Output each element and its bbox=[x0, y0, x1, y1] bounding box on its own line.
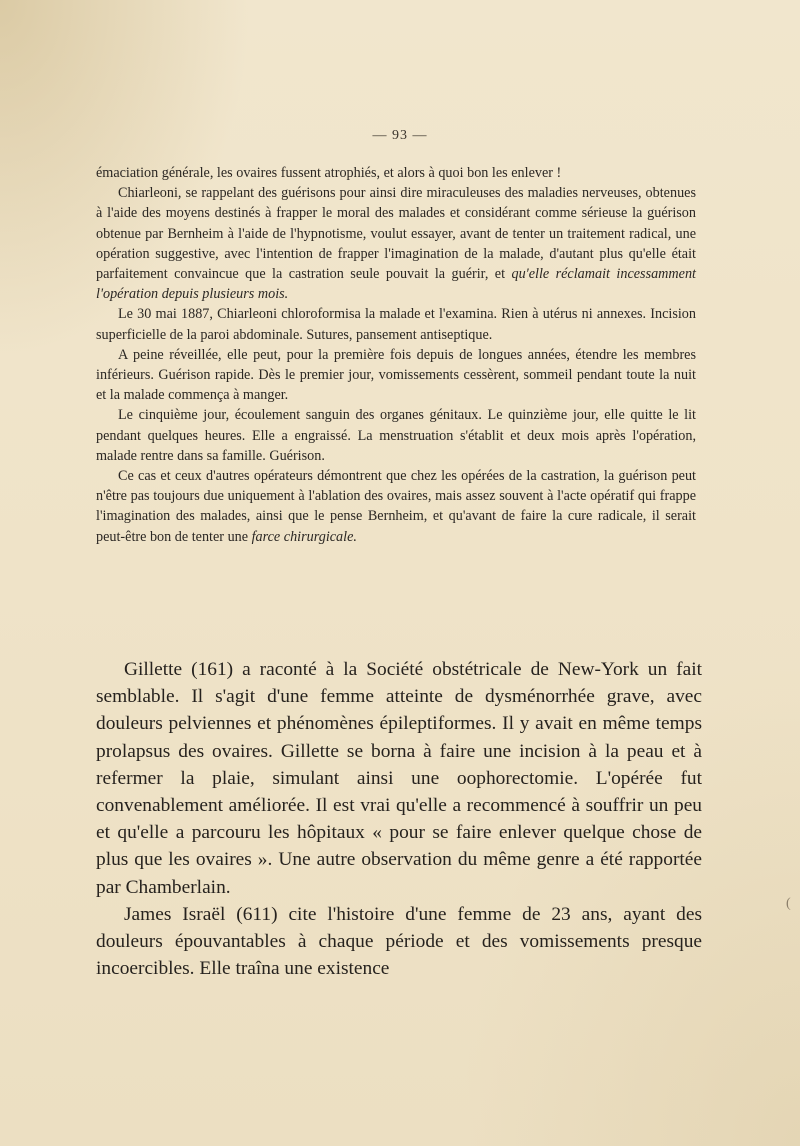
paragraph-chiarleoni bbox=[96, 183, 696, 304]
italic-farce-phrase: farce chirurgicale. bbox=[251, 528, 357, 545]
paragraph-conclusion-text: Ce cas et ceux d'autres opérateurs démontrent que chez les opérées de la castration, la guérison peut n'être pas toujours due uniquement à l'ablation des ovaires, mais assez souvent à l'acte opératif qui frappe l'imagination des malades, ainsi que le pense Bernheim, et qu'avant de faire la cure radicale, il serait peut-être bon de tenter une bbox=[96, 468, 696, 545]
margin-mark: ( bbox=[786, 896, 791, 911]
paragraph-emaciation: émaciation générale, les ovaires fussent atrophiés, et alors à quoi bon les enlever ! bbox=[96, 165, 562, 181]
paragraph-awakening: A peine réveillée, elle peut, pour la première fois depuis de longues années, étendre les membres inférieurs. Guérison rapide. Dès le premier jour, vomissements cessèrent, sommeil pendant toute la nuit et la malade commença à manger. bbox=[96, 346, 696, 404]
paragraph-gillette: Gillette (161) a raconté à la Société obstétricale de New-York un fait semblable. Il s'agit d'une femme atteinte de dysménorrhée grave, avec douleurs pelviennes et phénomènes épileptiformes. Il y avait en même temps prolapsus des ovaires. Gillette se borna à faire une incision à la peau et à refermer la plaie, simulant ainsi une oophorectomie. L'opérée fut convenablement améliorée. Il est vrai qu'elle a recommencé à souffrir un peu et qu'elle a parcouru les hôpitaux « pour se faire enlever quelque chose de plus que les ovaires ». Une autre observation du même genre a été rapportée par Chamberlain. bbox=[96, 659, 702, 898]
italic-demand-phrase: qu'elle réclamait incessamment l'opération depuis plusieurs mois. bbox=[96, 266, 697, 303]
paragraph-operation-date: Le 30 mai 1887, Chiarleoni chloroformisa la malade et l'examina. Rien à utérus ni annexes. Incision superficielle de la paroi abdominale. Sutures, pansement antiseptique. bbox=[96, 306, 696, 343]
small-text-block bbox=[96, 163, 696, 547]
large-text-block bbox=[96, 656, 702, 982]
paragraph-chiarleoni-text: Chiarleoni, se rappelant des guérisons pour ainsi dire miraculeuses des maladies nerveuses, obtenues à l'aide des moyens destinés à frapper le moral des malades et considérant comme sérieuse la guérison obtenue par Bernheim à l'aide de l'hypnotisme, voulut essayer, avant de tenter un traitement radical, une opération suggestive, avec l'intention de frapper l'imagination de la malade, d'autant plus qu'elle était parfaitement convaincue que la castration seule pouvait la guérir, et bbox=[96, 185, 696, 283]
paragraph-recovery: Le cinquième jour, écoulement sanguin des organes génitaux. Le quinzième jour, elle quitte le lit pendant quelques heures. Elle a engraissé. La menstruation s'établit et deux mois après l'opération, malade rentre dans sa famille. Guérison. bbox=[96, 407, 696, 464]
paragraph-conclusion bbox=[96, 466, 696, 547]
paragraph-james-israel: James Israël (611) cite l'histoire d'une femme de 23 ans, ayant des douleurs épouvantables à chaque période et des vomissements presque incoercibles. Elle traîna une existence bbox=[96, 903, 702, 980]
page-number: — 93 — bbox=[372, 128, 428, 143]
